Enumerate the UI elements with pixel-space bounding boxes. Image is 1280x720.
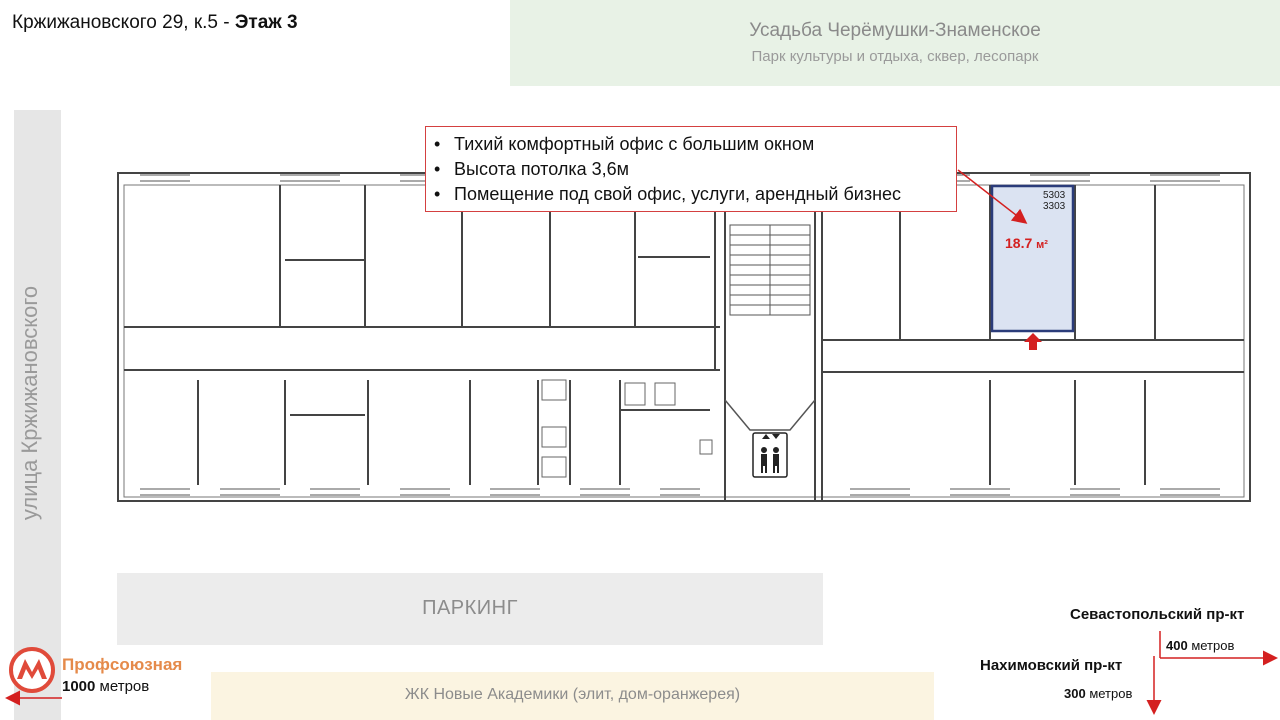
room-code-2: 3303: [1043, 201, 1066, 212]
floor-text: Этаж 3: [234, 12, 298, 33]
park-area: [510, 0, 1280, 86]
room-area-unit: м²: [1036, 239, 1048, 251]
park-name: Усадьба Черёмушки-Знаменское: [749, 20, 1041, 41]
staircase: [725, 225, 815, 430]
street-name: улица Кржижановского: [17, 285, 42, 521]
restroom-fixtures: [542, 380, 712, 477]
metro-station-name: Профсоюзная: [62, 655, 183, 674]
features-list: [434, 132, 948, 207]
park-subtitle: Парк культуры и отдыха, сквер, лесопарк: [751, 48, 1039, 65]
features-callout: [425, 126, 957, 212]
avenue-sevastopolsky-distance-unit: метров: [1187, 638, 1235, 653]
metro-distance: [62, 678, 149, 695]
residential-complex-label: ЖК Новые Академики (элит, дом-оранжерея): [404, 686, 741, 703]
elevator-icon: [753, 433, 787, 477]
room-area-value: 18.7: [1005, 235, 1033, 251]
feature-item: • Помещение под свой офис, услуги, арендный бизнес: [434, 182, 948, 207]
page-title: [12, 12, 298, 34]
bottom-windows: [140, 489, 1220, 495]
room-area: [1005, 235, 1048, 251]
residential-complex-area: [211, 672, 934, 720]
outer-walls: [118, 173, 1250, 501]
floor-plan: [110, 165, 1260, 505]
parking-area: [117, 573, 823, 645]
avenue-sevastopolsky-name: Севастопольский пр-кт: [1070, 606, 1245, 623]
feature-item: • Высота потолка 3,6м: [434, 157, 948, 182]
avenue-nakhimovsky-distance: [1064, 686, 1132, 701]
avenue-sevastopolsky-distance-value: 400: [1166, 638, 1188, 653]
avenue-nakhimovsky-name: Нахимовский пр-кт: [980, 657, 1123, 674]
parking-label: ПАРКИНГ: [422, 597, 518, 619]
metro-m-icon: [8, 646, 56, 694]
feature-item: • Тихий комфортный офис с большим окном: [434, 132, 948, 157]
metro-distance-unit: метров: [95, 678, 150, 695]
room-code-1: 5303: [1043, 190, 1066, 201]
avenue-sevastopolsky-distance: [1166, 638, 1234, 653]
address-text: Кржижановского 29, к.5 -: [12, 12, 235, 33]
metro-distance-value: 1000: [62, 678, 96, 695]
avenue-nakhimovsky-distance-unit: метров: [1085, 686, 1133, 701]
avenue-nakhimovsky-distance-value: 300: [1064, 686, 1086, 701]
